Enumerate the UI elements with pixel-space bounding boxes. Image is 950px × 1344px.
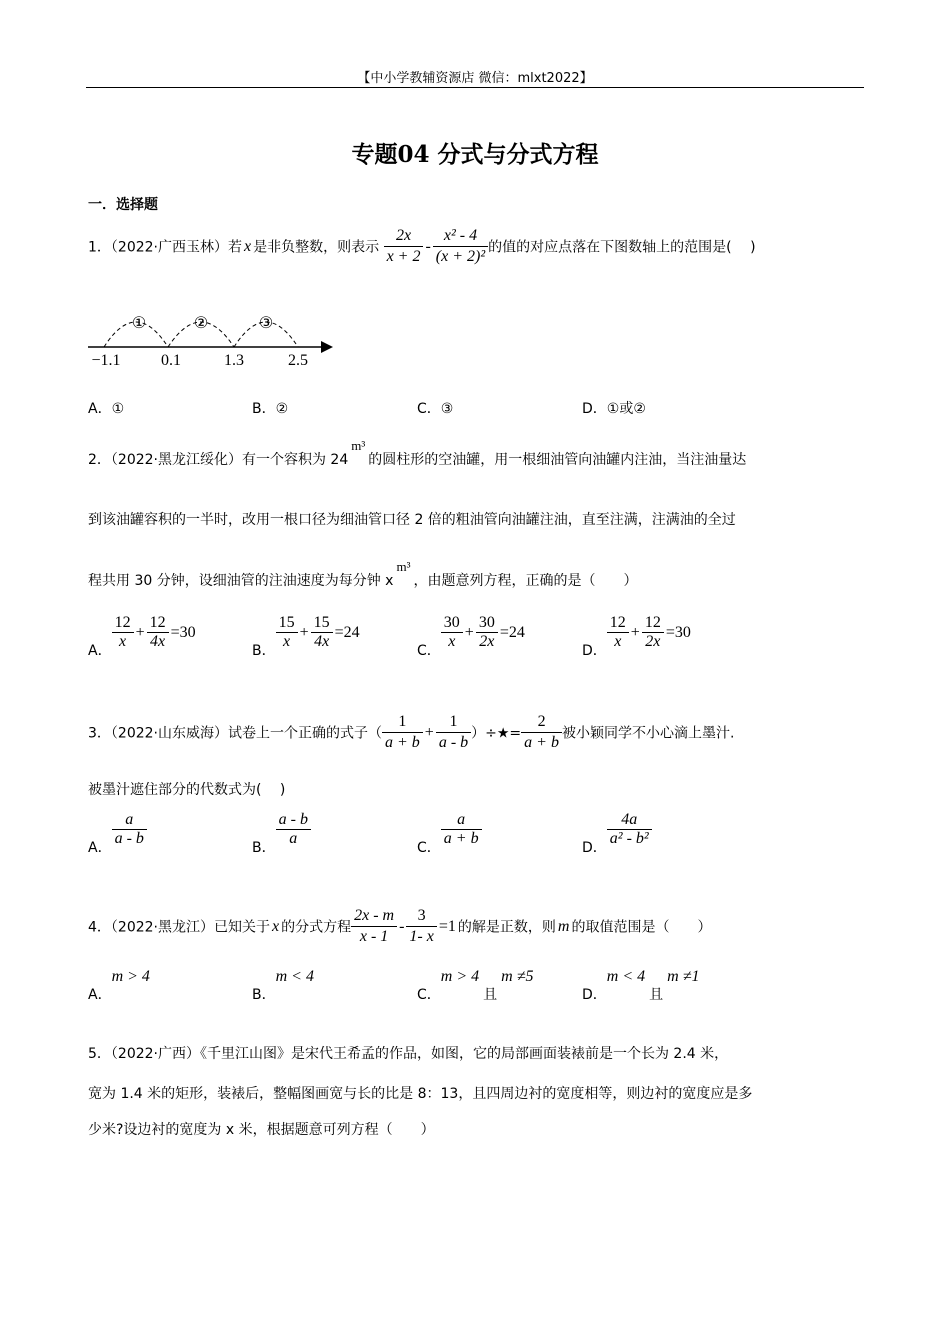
document-title: 专题04 分式与分式方程 — [351, 141, 599, 168]
q4-var: x — [272, 917, 280, 935]
q3-c-label: C． — [417, 839, 441, 856]
q2-a-label: A． — [88, 642, 112, 659]
q3-d-label: D． — [582, 839, 607, 856]
q3-c-den: a + b — [441, 829, 482, 848]
q1-var: x — [244, 237, 252, 255]
q4-suffix-a: 的解是正数，则 — [457, 919, 556, 936]
q2-b-n2: 15 — [313, 614, 330, 631]
q3-suffix: 被小颖同学不小心滴上墨汁. — [561, 725, 735, 742]
q3-f1-num: 1 — [398, 713, 407, 730]
q4-option-d — [582, 966, 700, 1003]
question-3-line-2: 被墨汁遮住部分的代数式为( ) — [88, 782, 286, 798]
q2-c-d2: 2x — [476, 632, 498, 651]
arc-label-2: ② — [193, 315, 209, 332]
q1-f1-num: 2x — [395, 227, 412, 244]
q1-option-a: A．① — [88, 401, 125, 417]
q2-line1-a: 2．（2022·黑龙江绥化）有一个容积为 24 — [88, 452, 349, 468]
q1-option-c: C．③ — [417, 401, 454, 417]
q4-d-and: 且 — [649, 987, 664, 1003]
q2-b-label: B． — [252, 642, 276, 659]
q4-d-label: D． — [582, 987, 607, 1003]
q2-unit-1: m³ — [351, 438, 366, 453]
q2-option-d: D． $\frac{12}{x}$ + $\frac{12}{2x}$ =30 — [582, 614, 691, 659]
q4-c-and: 且 — [483, 987, 498, 1003]
header-rule — [86, 87, 864, 88]
q2-c-n2: 30 — [478, 614, 495, 631]
q3-c-num: a — [457, 811, 466, 828]
q1-f2-num: x² - 4 — [443, 227, 478, 244]
question-5-line-3: 少米?设边衬的宽度为 x 米，根据题意可列方程（ ） — [88, 1122, 435, 1138]
q4-option-c — [417, 966, 534, 1003]
q2-a-n1: 12 — [114, 614, 131, 631]
q3-option-b — [252, 811, 311, 856]
section-heading: 一．选择题 — [88, 197, 158, 213]
q3-a-den: a - b — [112, 829, 147, 848]
q2-b-d1: x — [276, 632, 298, 651]
q3-f2-den: a - b — [436, 732, 471, 753]
q4-b-label: B． — [252, 987, 276, 1003]
q1-f1-den: x + 2 — [384, 246, 424, 267]
q3-option-c — [417, 811, 482, 856]
q4-d-expr2: m ≠1 — [667, 968, 700, 985]
q2-option-c: C． $\frac{30}{x}$ + $\frac{30}{2x}$ =24 — [417, 614, 525, 659]
q2-c-d1: x — [441, 632, 463, 651]
q2-a-d2: 4x — [147, 632, 169, 651]
q1-fraction-2 — [433, 226, 488, 267]
q2-d-d1: x — [607, 632, 629, 651]
q1-minus: - — [425, 237, 431, 255]
q2-d-label: D． — [582, 642, 607, 659]
q2-d-rhs: =30 — [665, 623, 691, 641]
q4-option-a — [88, 966, 150, 1003]
q2-b-rhs: =24 — [334, 623, 360, 641]
q1-f2-den: (x + 2)² — [433, 246, 488, 267]
question-5-line-1: 5．（2022·广西）《千里江山图》是宋代王希孟的作品，如图，它的局部画面装裱前是一个长为 2.4 米， — [88, 1046, 729, 1062]
q2-line3-b: ，由题意列方程，正确的是（ ） — [413, 573, 638, 589]
q1-option-d: D．①或② — [582, 401, 646, 417]
q4-d-expr: m < 4 — [606, 968, 646, 985]
q3-option-a — [88, 811, 147, 856]
q3-mid: ）÷★= — [471, 725, 522, 742]
question-2-line-3 — [88, 559, 638, 590]
q4-f1-num: 2x - m — [354, 907, 395, 924]
q3-a-label: A． — [88, 839, 112, 856]
q1-number-line — [86, 305, 346, 375]
q4-c-label: C． — [417, 987, 441, 1003]
q3-d-den: a² - b² — [607, 829, 652, 848]
q2-line1-b: 的圆柱形的空油罐，用一根细油管向油罐内注油，当注油量达 — [368, 452, 747, 468]
question-4 — [88, 906, 711, 947]
q1-mid: 是非负整数，则表示 — [253, 239, 380, 256]
q1-fraction-1 — [384, 226, 424, 267]
q2-option-b: B． $\frac{15}{x}$ + $\frac{15}{4x}$ =24 — [252, 614, 360, 659]
q4-f2-den: 1- x — [406, 926, 436, 947]
q2-line3-a: 程共用 30 分钟，设细油管的注油速度为每分钟 x — [88, 573, 394, 589]
q4-option-b — [252, 966, 314, 1003]
q2-a-d1: x — [112, 632, 134, 651]
q4-suffix-b: 的取值范围是（ ） — [571, 919, 712, 936]
q2-a-rhs: =30 — [170, 623, 196, 641]
q2-unit-2: m³ — [396, 559, 411, 574]
question-2-line-2: 到该油罐容积的一半时，改用一根口径为细油管口径 2 倍的粗油管向油罐注油，直至注满，注满油的全过 — [88, 512, 736, 528]
q3-b-num: a - b — [278, 811, 308, 828]
q2-d-n1: 12 — [609, 614, 626, 631]
q4-b-expr: m < 4 — [275, 968, 314, 985]
q3-f3-num: 2 — [537, 713, 546, 730]
question-1 — [88, 226, 756, 267]
arc-label-1: ① — [131, 315, 147, 332]
q4-mid: 的分式方程 — [281, 919, 352, 936]
q4-var2: m — [557, 917, 570, 935]
q4-rhs: =1 — [438, 917, 456, 935]
q3-f3-den: a + b — [521, 732, 562, 753]
question-2-line-1 — [88, 438, 747, 469]
question-3-line-1 — [88, 712, 734, 753]
q3-b-den: a — [276, 829, 311, 848]
arc-label-3: ③ — [258, 315, 274, 332]
q1-prefix: 1．（2022·广西玉林）若 — [88, 239, 242, 256]
q4-a-expr: m > 4 — [111, 968, 150, 985]
q4-prefix: 4．（2022·黑龙江）已知关于 — [88, 919, 270, 936]
q3-d-num: 4a — [621, 811, 638, 828]
q2-d-n2: 12 — [644, 614, 661, 631]
q2-option-a: A． $\frac{12}{x}$ + $\frac{12}{4x}$ =30 — [88, 614, 196, 659]
axis-label-3: 1.3 — [224, 352, 244, 369]
q4-f1-den: x - 1 — [351, 926, 397, 947]
q3-prefix: 3．（2022·山东威海）试卷上一个正确的式子（ — [88, 725, 382, 742]
question-5-line-2: 宽为 1.4 米的矩形，装裱后，整幅图画宽与长的比是 8：13，且四周边衬的宽度相等，则边衬的宽度应是多 — [88, 1086, 753, 1102]
q4-c-expr2: m ≠5 — [501, 968, 534, 985]
q4-c-expr: m > 4 — [440, 968, 480, 985]
q3-option-d — [582, 811, 652, 856]
q1-suffix: 的值的对应点落在下图数轴上的范围是( ) — [488, 239, 756, 256]
q2-a-n2: 12 — [149, 614, 166, 631]
q3-f2-num: 1 — [449, 713, 458, 730]
q3-f1-den: a + b — [382, 732, 423, 753]
axis-label-1: −1.1 — [91, 352, 121, 369]
q2-c-rhs: =24 — [499, 623, 525, 641]
q2-b-n1: 15 — [278, 614, 295, 631]
axis-label-4: 2.5 — [288, 352, 308, 369]
q2-b-d2: 4x — [311, 632, 333, 651]
q2-c-label: C． — [417, 642, 441, 659]
q3-a-num: a — [125, 811, 134, 828]
q2-c-n1: 30 — [443, 614, 460, 631]
q1-option-b: B．② — [252, 401, 289, 417]
q3-b-label: B． — [252, 839, 276, 856]
q3-plus: + — [424, 723, 434, 741]
q4-f2-num: 3 — [417, 907, 426, 924]
q2-d-d2: 2x — [642, 632, 664, 651]
q4-minus: - — [399, 917, 405, 935]
q4-a-label: A． — [88, 987, 112, 1003]
page-header: 【中小学教辅资源店 微信：mlxt2022】 — [357, 71, 593, 86]
axis-label-2: 0.1 — [161, 352, 181, 369]
